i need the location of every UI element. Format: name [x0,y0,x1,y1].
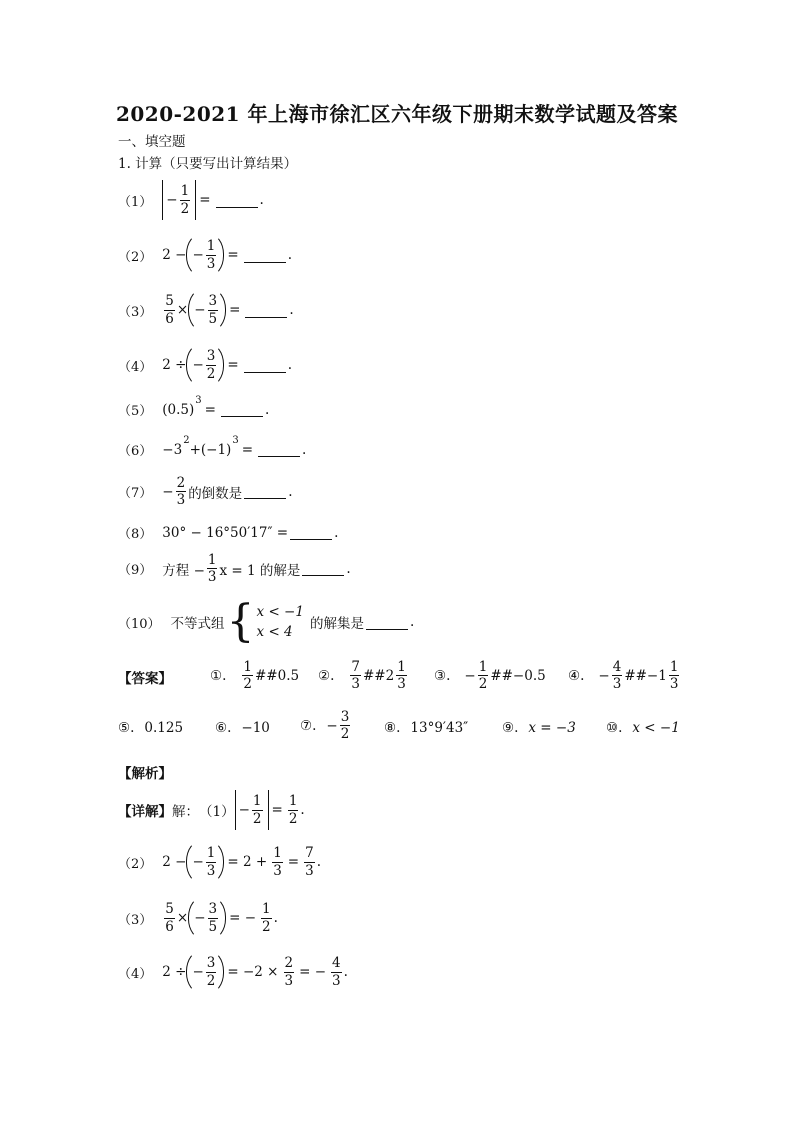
period: . [302,441,307,458]
item-number: （5） [118,404,153,419]
question-1-prompt: 1. 计算（只要写出计算结果） [118,156,298,172]
fraction [396,660,407,691]
section-heading: 一、填空题 [118,134,186,150]
fraction [288,794,299,825]
answer-blank [244,248,286,263]
numerator: 7 [305,845,314,862]
absolute-value [162,180,196,220]
denominator: 5 [208,918,218,935]
period: . [334,524,339,541]
numerator: 1 [397,659,406,675]
numerator: 3 [340,709,350,725]
solution-4 [118,950,348,994]
detail-label: 【详解】 [118,804,172,820]
denominator: 2 [262,918,271,935]
item-text: 的倒数是 [188,485,243,502]
times-sign: × [176,302,189,318]
answer-text: −10 [241,720,270,736]
minus-sign: − [162,483,174,500]
minus-sign: − [192,964,204,980]
denominator: 6 [165,918,174,935]
answer-blank [366,615,408,630]
period: . [287,357,292,373]
item-number: （4） [118,966,153,982]
item-number: （6） [118,444,153,459]
minus-sign: − [194,302,206,318]
answer-blank [245,303,287,318]
numerator: 2 [284,955,294,972]
denominator: 3 [176,492,186,509]
period: . [287,247,292,263]
fraction [206,846,217,877]
item-number: （7） [118,486,153,502]
fraction [612,660,623,691]
fraction [208,902,219,933]
fraction [206,239,217,270]
answer-blank [221,402,263,417]
denominator: 2 [252,810,262,827]
numerator: 4 [332,955,341,972]
numerator: 1 [180,183,190,200]
period: . [346,560,351,577]
item-text: 方程 − [162,562,205,579]
denominator: 2 [206,972,216,989]
item-number: （3） [118,304,153,320]
minus-sign: − [192,357,204,373]
answer-mark: ③. [434,667,451,684]
numerator: 3 [206,348,216,365]
denominator: 2 [180,200,190,217]
answer-1 [210,660,299,691]
denominator: 2 [478,676,488,693]
fraction [208,294,219,325]
numerator: 5 [165,293,174,310]
period: . [316,854,321,870]
minus-sign: − [192,854,204,870]
numerator: 3 [206,955,216,972]
parentheses [188,288,226,332]
answer-mark: ⑦. [300,717,317,734]
fraction [164,294,175,325]
times-sign: × [176,910,189,926]
equals-sign: = [204,401,216,418]
period: . [288,483,293,500]
equals-sign: = [287,854,300,870]
term-a: −3 [162,441,183,458]
period: . [300,802,305,818]
numerator: 1 [206,845,216,862]
numerator: 3 [208,901,218,918]
fraction [164,902,175,933]
minus-sign: − [238,802,250,818]
answer-text: 13°9′43″ [410,720,469,736]
denominator: 3 [332,972,341,989]
answer-blank [244,358,286,373]
equals-sign: = − [229,910,257,926]
numerator: 1 [207,552,217,568]
solution-1 [118,790,305,830]
numerator: 5 [165,901,174,918]
solution-2 [118,840,321,884]
item-3 [118,288,294,332]
brace-glyph: { [226,596,255,647]
answer-mark: ⑨. [502,720,519,736]
step-text: = −2 × [227,964,279,980]
answer-mark: ⑥. [215,720,232,736]
item-7 [118,476,292,507]
minus-sign: − [464,667,476,684]
period: . [409,614,415,630]
parentheses [188,896,226,940]
exponent: 2 [183,435,190,446]
numerator: 1 [669,659,679,675]
numerator: 1 [206,238,216,255]
denominator: 3 [207,569,217,586]
denominator: 3 [206,862,216,879]
parentheses [186,840,224,884]
numerator: 4 [612,659,622,675]
fraction [478,660,489,691]
expression-lead: 2 − [162,854,187,870]
item-number: （2） [118,249,153,265]
item-1 [118,180,264,220]
denominator: 3 [351,676,360,693]
equals-sign: = [227,357,239,373]
item-text: x = 1 的解是 [219,562,301,579]
parentheses [186,233,224,277]
answer-blank [258,442,300,457]
denominator: 2 [288,810,298,827]
minus-sign: − [326,717,338,734]
item-number: （10） [118,616,161,632]
fraction [261,902,272,933]
fraction [206,349,217,380]
answer-blank [290,525,332,540]
answer-3 [434,660,546,691]
fraction [252,794,263,825]
period: . [343,964,348,980]
answer-text: ##2 [363,667,395,684]
answer-text: ##0.5 [255,667,300,684]
expression-lead: 2 ÷ [162,357,187,373]
solve-label: 解： [172,804,199,820]
exponent: 3 [195,395,202,406]
fraction [207,553,218,584]
item-number: （9） [118,563,153,579]
inequality-2: x < 4 [256,624,293,640]
equals-sign: = [227,247,239,263]
denominator: 2 [340,726,350,743]
numerator: 1 [252,793,262,810]
absolute-value [235,790,269,830]
answer-6 [215,720,270,736]
minus-sign: − [194,910,206,926]
analysis-label: 【解析】 [118,766,172,782]
item-5 [118,395,270,419]
minus-sign: − [598,667,610,684]
item-number: （1） [118,194,153,210]
inequality-system [226,596,304,647]
answer-2 [318,660,409,691]
item-6 [118,435,307,459]
equals-sign: = [199,192,211,208]
fraction [340,710,351,741]
denominator: 3 [284,972,294,989]
period: . [289,302,294,318]
answer-mark: ⑩. [606,720,623,736]
numerator: 1 [273,845,282,862]
parentheses [186,343,224,387]
inequality-rows [257,600,304,644]
answer-5 [118,720,183,736]
answer-mark: ④. [568,667,585,684]
denominator: 3 [669,676,679,693]
answer-9 [502,720,576,736]
answer-mark: ⑧. [384,720,401,736]
item-number: （8） [118,527,153,542]
fraction [304,846,315,877]
answer-blank [244,484,286,499]
exponent: 3 [232,435,239,446]
fraction [206,956,217,987]
denominator: 3 [612,676,622,693]
answer-text: ##−0.5 [490,667,546,684]
expression-lead: 2 ÷ [162,964,187,980]
numerator: 1 [262,901,271,918]
item-2 [118,233,292,277]
answer-8 [384,720,468,736]
item-text: 不等式组 [170,616,225,632]
answer-text: x = −3 [528,720,576,736]
period: . [273,910,278,926]
expression: 30° − 16°50′17″ = [162,524,289,541]
denominator: 2 [206,365,216,382]
numerator: 2 [176,475,186,491]
fraction [176,476,187,507]
fraction [350,660,361,691]
answer-10 [606,720,680,736]
period: . [264,401,270,418]
numerator: 1 [478,659,488,675]
equals-sign: = [241,441,253,458]
denominator: 3 [273,862,282,879]
fraction [272,846,283,877]
expression-lead: 2 − [162,247,187,263]
answer-text: ##−1 [624,667,667,684]
numerator: 3 [208,293,218,310]
step-text: = 2 + [227,854,268,870]
numerator: 1 [243,659,252,675]
fraction [284,956,295,987]
answer-blank [302,561,344,576]
inequality-1: x < −1 [256,604,304,620]
item-10 [118,596,415,647]
item-text: 的解集是 [309,616,364,632]
denominator: 3 [206,255,216,272]
period: . [259,192,264,208]
fraction [180,184,191,215]
fraction [242,660,253,691]
parentheses [186,950,224,994]
equals-sign: = [271,802,283,818]
denominator: 2 [243,676,252,693]
answer-blank [216,193,258,208]
item-9 [118,553,351,584]
answer-mark: ②. [318,667,335,684]
item-8 [118,523,338,542]
denominator: 3 [305,862,314,879]
minus-sign: − [166,192,178,208]
fraction [331,956,342,987]
page-title: 2020-2021 年上海市徐汇区六年级下册期末数学试题及答案 [115,102,679,126]
equals-sign: = − [299,964,327,980]
item-number: （2） [118,856,153,872]
equals-sign: = [229,302,241,318]
item-number: （4） [118,359,153,375]
item-number: （1） [199,804,235,820]
item-4 [118,343,292,387]
answer-mark: ⑤. [118,720,135,736]
solution-3 [118,896,278,940]
denominator: 3 [397,676,406,693]
power-base: (0.5) [162,401,195,418]
answer-mark: ①. [210,667,227,684]
fraction [669,660,680,691]
answer-text: 0.125 [144,720,184,736]
answer-text: x < −1 [632,720,680,736]
minus-sign: − [192,247,204,263]
term-b: +(−1) [189,441,232,458]
answer-7 [300,710,352,741]
answer-4 [568,660,681,691]
numerator: 1 [288,793,298,810]
denominator: 5 [208,310,218,327]
denominator: 6 [165,310,174,327]
item-number: （3） [118,912,153,928]
answer-label: 【答案】 [118,671,172,687]
numerator: 7 [351,659,360,675]
